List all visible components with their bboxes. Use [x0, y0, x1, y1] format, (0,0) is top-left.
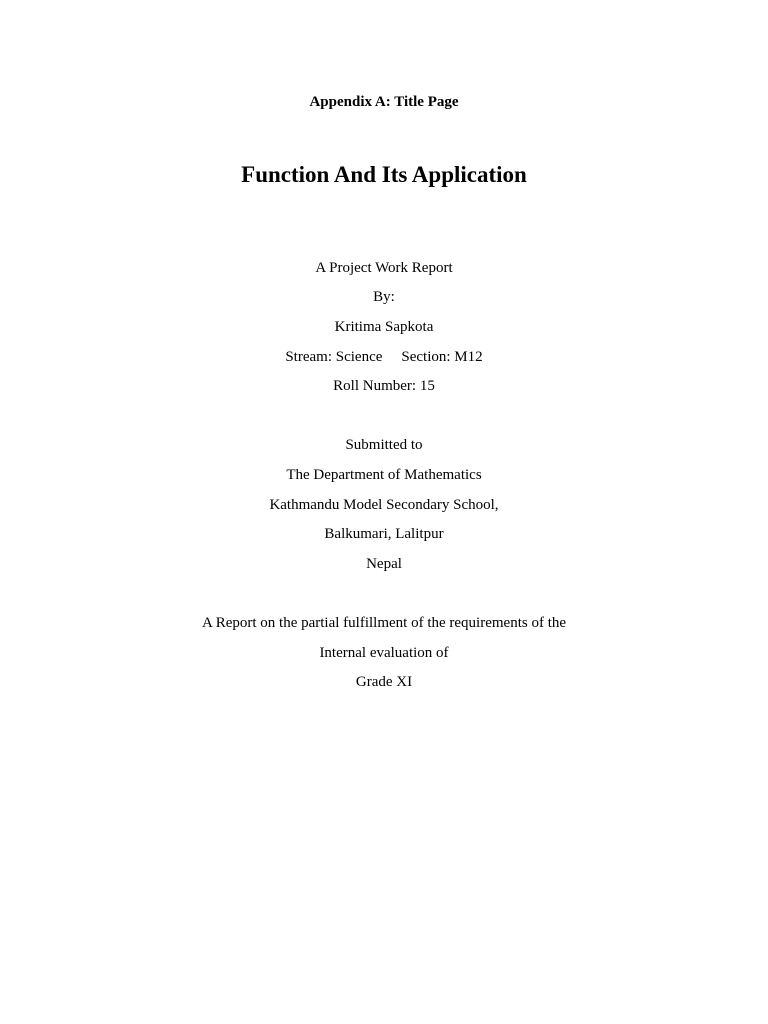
- purpose-line-1: A Report on the partial fulfillment of the requirements of the: [201, 615, 567, 631]
- stream-section-line: [0, 348, 768, 366]
- department: The Department of Mathematics: [286, 467, 482, 483]
- school-address: Balkumari, Lalitpur: [324, 526, 444, 542]
- school-name: Kathmandu Model Secondary School,: [269, 497, 499, 513]
- document-title: Function And Its Application: [241, 162, 527, 187]
- report-type: A Project Work Report: [315, 260, 453, 276]
- by-label: By:: [373, 289, 395, 305]
- purpose-line-2: Internal evaluation of: [319, 645, 449, 661]
- roll-number: Roll Number: 15: [333, 378, 435, 394]
- submitted-to-label: Submitted to: [345, 437, 423, 453]
- stream: Stream: Science: [285, 349, 383, 365]
- author-name: Kritima Sapkota: [334, 319, 434, 335]
- appendix-heading: Appendix A: Title Page: [309, 94, 459, 110]
- grade: Grade XI: [355, 674, 413, 690]
- country: Nepal: [366, 556, 402, 572]
- section: Section: M12: [401, 349, 483, 365]
